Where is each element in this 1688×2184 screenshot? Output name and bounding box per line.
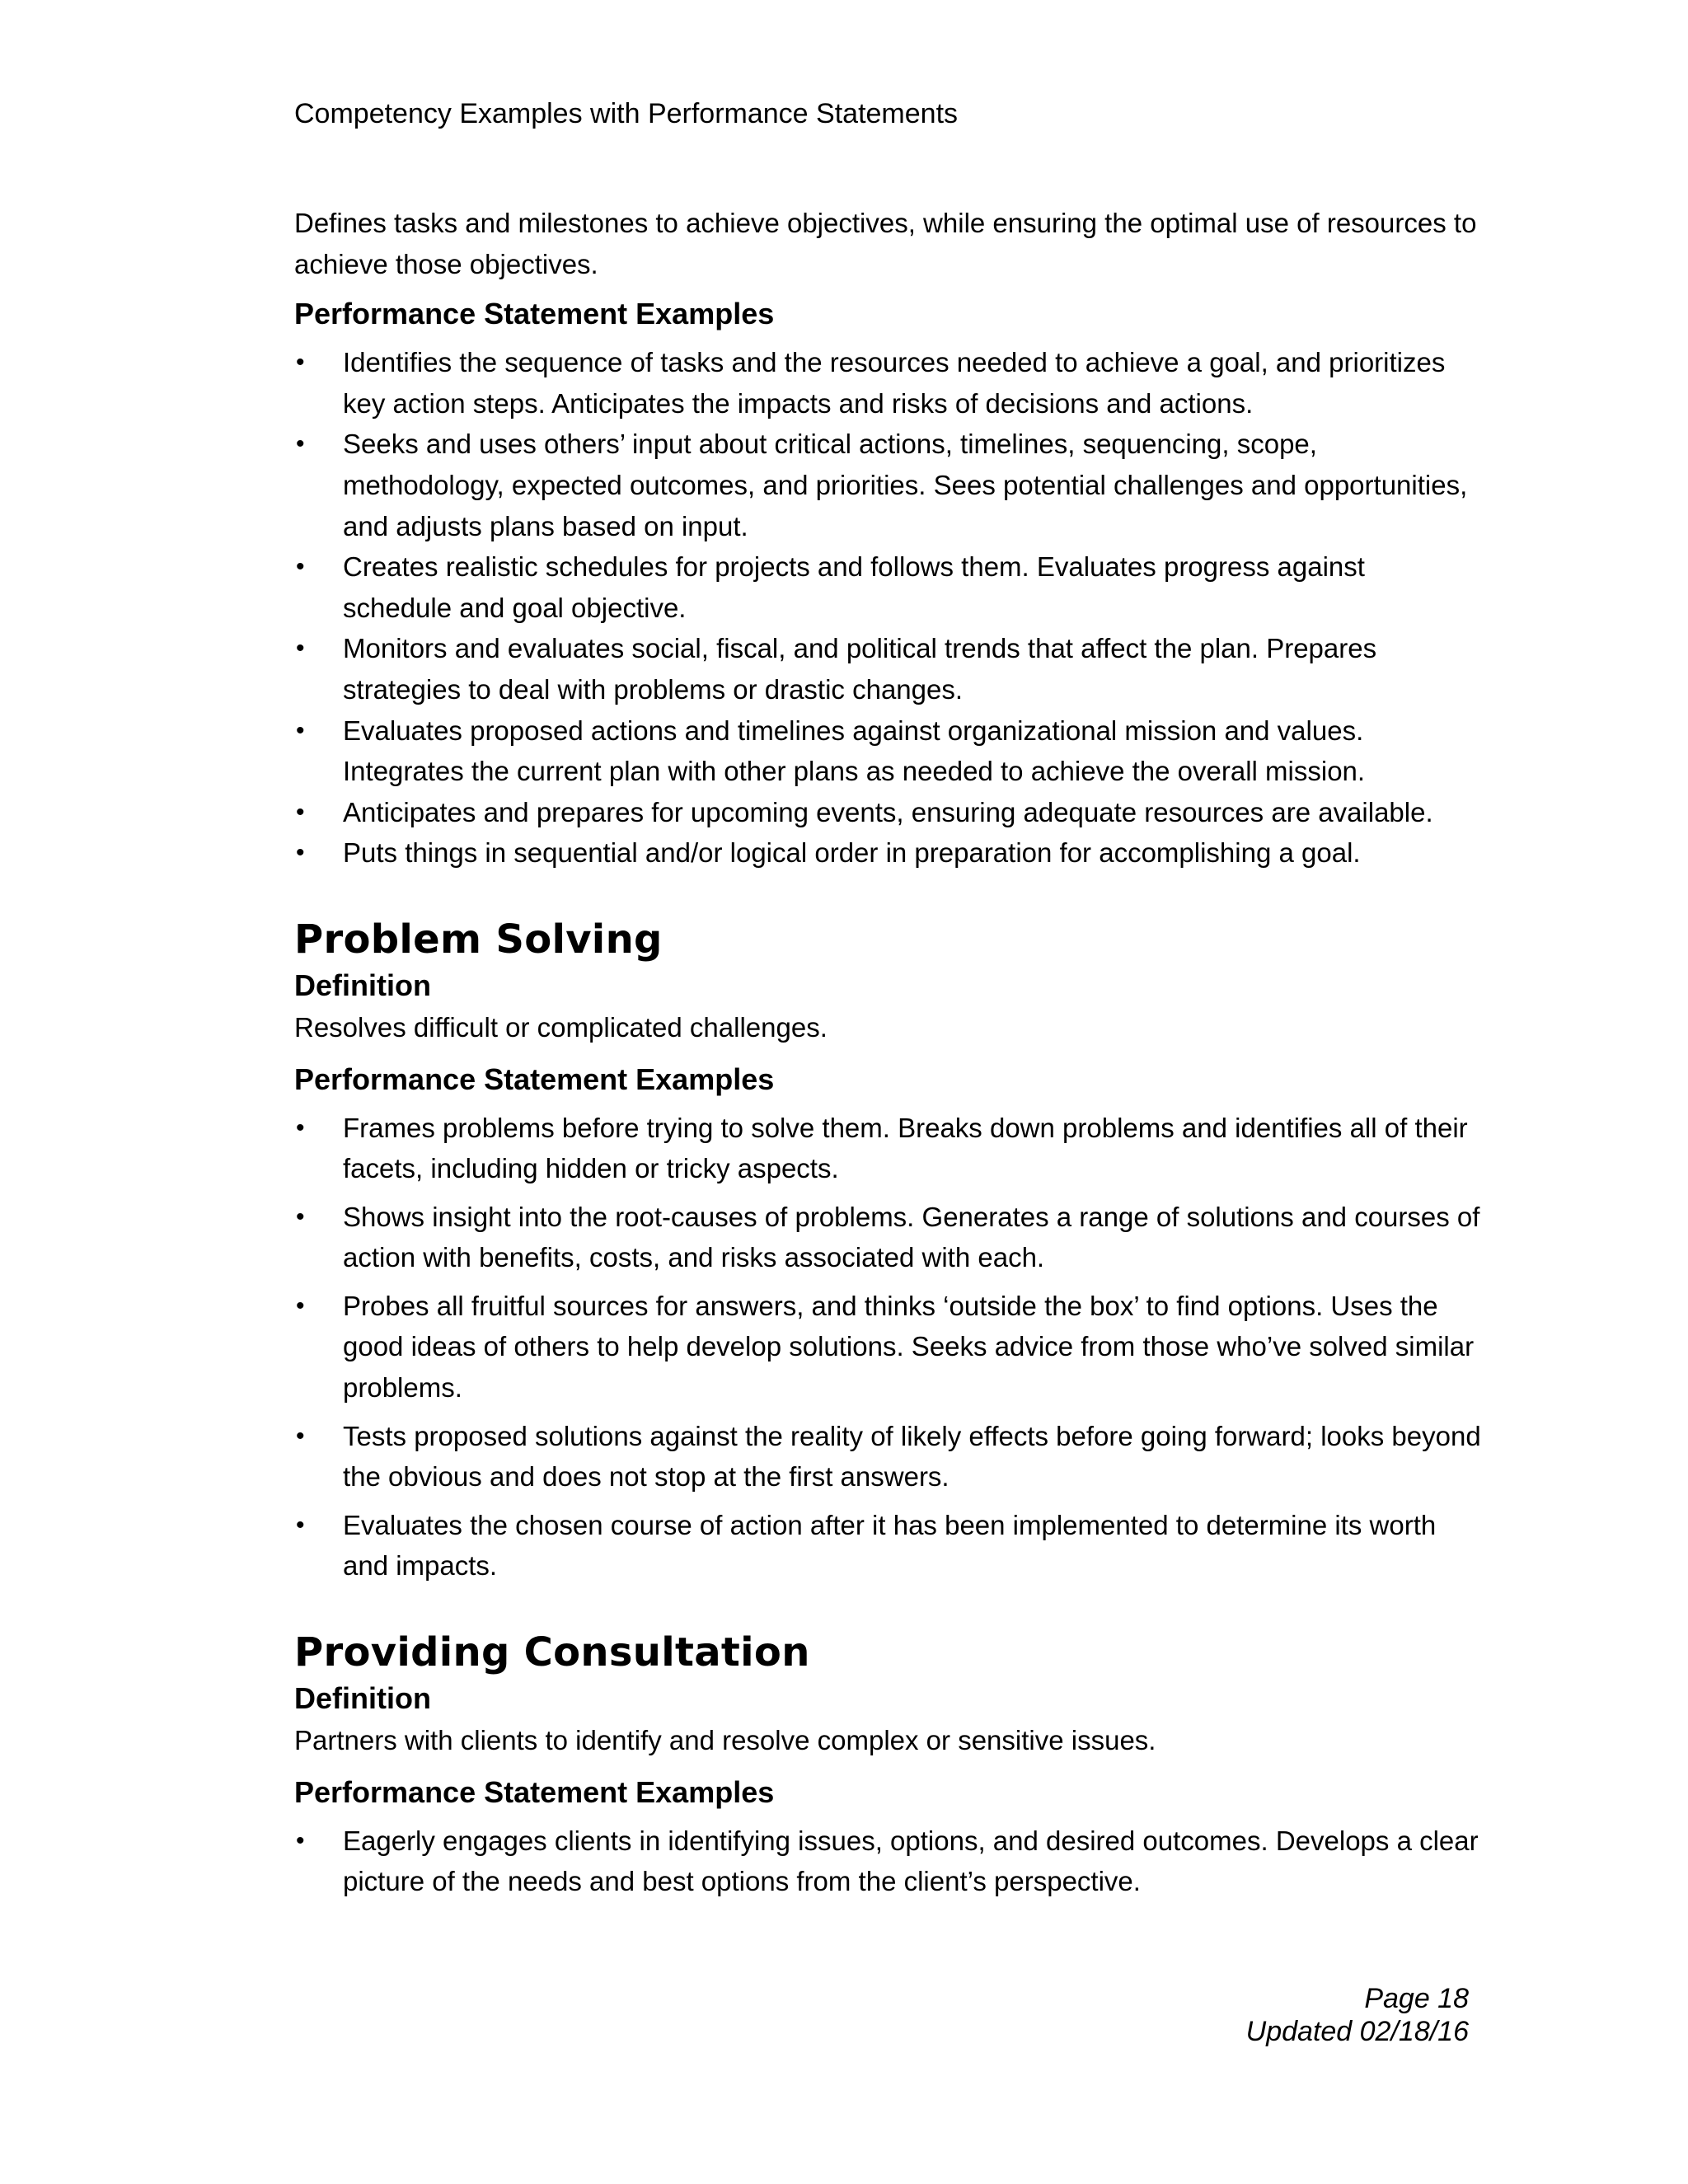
bullet-icon: • — [296, 349, 305, 377]
page-header-title: Competency Examples with Performance Statements — [294, 98, 959, 129]
list-item — [294, 1416, 1481, 1497]
planning-bullet-list — [294, 342, 1481, 874]
bullet-icon: • — [296, 1422, 305, 1450]
list-item-text: Tests proposed solutions against the reality of likely effects before going forward; looks beyond the obvious and does not stop at the first answers. — [343, 1420, 1481, 1493]
list-item-text: Anticipates and prepares for upcoming events, ensuring adequate resources are available. — [343, 796, 1433, 827]
list-item-text: Eagerly engages clients in identifying issues, options, and desired outcomes. Develops a clear picture of the needs and best options from the client’s perspective. — [343, 1825, 1479, 1897]
list-item-text: Identifies the sequence of tasks and the resources needed to achieve a goal, and prioritizes key action steps. Anticipates the impacts and risks of decisions and actions. — [343, 347, 1446, 419]
planning-pse-heading: Performance Statement Examples — [294, 297, 775, 331]
providing-consultation-definition-heading: Definition — [294, 1681, 431, 1716]
list-item-text: Frames problems before trying to solve them. Breaks down problems and identifies all of their facets, including hidden or tricky aspects. — [343, 1112, 1468, 1184]
list-item-text: Seeks and uses others’ input about critical actions, timelines, sequencing, scope, methodology, expected outcomes, and priorities. Sees potential challenges and opportunities, and adjusts plans based on input. — [343, 429, 1468, 541]
bullet-icon: • — [296, 839, 305, 867]
list-item-text: Evaluates proposed actions and timelines against organizational mission and values. Integrates the current plan with other plans as needed to achieve the overall mission. — [343, 715, 1366, 787]
bullet-icon: • — [296, 1291, 305, 1319]
page-number: Page 18 — [1364, 1983, 1469, 2014]
document-body — [294, 203, 1481, 1902]
list-item-text: Evaluates the chosen course of action after it has been implemented to determine its worth and impacts. — [343, 1509, 1437, 1582]
list-item — [294, 628, 1481, 710]
planning-definition: Defines tasks and milestones to achieve objectives, while ensuring the optimal use of resources to achieve those objectives. — [294, 208, 1477, 279]
list-item — [294, 546, 1481, 628]
list-item — [294, 1821, 1481, 1902]
list-item — [294, 1286, 1481, 1408]
list-item — [294, 710, 1481, 792]
bullet-icon: • — [296, 798, 305, 826]
list-item-text: Probes all fruitful sources for answers, and thinks ‘outside the box’ to find options. Uses the good ideas of others to help develop solutions. Seeks advice from those who’ve solved similar problems. — [343, 1290, 1475, 1404]
list-item-text: Puts things in sequential and/or logical order in preparation for accomplishing a goal. — [343, 837, 1361, 869]
section-title-problem-solving: Problem Solving — [294, 916, 663, 963]
list-item-text: Monitors and evaluates social, fiscal, and political trends that affect the plan. Prepares strategies to deal with problems or drastic changes. — [343, 633, 1377, 705]
list-item — [294, 832, 1481, 874]
bullet-icon: • — [296, 430, 305, 458]
bullet-icon: • — [296, 1511, 305, 1539]
problem-solving-definition: Resolves difficult or complicated challenges. — [294, 1011, 828, 1043]
providing-consultation-pse-heading: Performance Statement Examples — [294, 1774, 775, 1809]
page-footer — [1246, 1982, 1469, 2048]
list-item-text: Shows insight into the root-causes of problems. Generates a range of solutions and courses of action with benefits, costs, and risks associated with each. — [343, 1201, 1480, 1273]
list-item — [294, 1197, 1481, 1278]
problem-solving-pse-heading: Performance Statement Examples — [294, 1062, 775, 1096]
list-item — [294, 1505, 1481, 1586]
list-item — [294, 1108, 1481, 1189]
list-item — [294, 342, 1481, 424]
updated-date: Updated 02/18/16 — [1245, 2016, 1469, 2047]
bullet-icon: • — [296, 1113, 305, 1141]
bullet-icon: • — [296, 635, 305, 663]
problem-solving-definition-heading: Definition — [294, 968, 431, 1002]
list-item — [294, 424, 1481, 546]
providing-consultation-definition: Partners with clients to identify and resolve complex or sensitive issues. — [294, 1725, 1156, 1756]
bullet-icon: • — [296, 553, 305, 581]
problem-solving-bullet-list — [294, 1108, 1481, 1587]
bullet-icon: • — [296, 1826, 305, 1854]
list-item — [294, 792, 1481, 833]
section-title-providing-consultation: Providing Consultation — [294, 1629, 810, 1676]
bullet-icon: • — [296, 716, 305, 744]
list-item-text: Creates realistic schedules for projects and follows them. Evaluates progress against schedule and goal objective. — [343, 551, 1365, 623]
bullet-icon: • — [296, 1202, 305, 1230]
providing-consultation-bullet-list — [294, 1821, 1481, 1902]
